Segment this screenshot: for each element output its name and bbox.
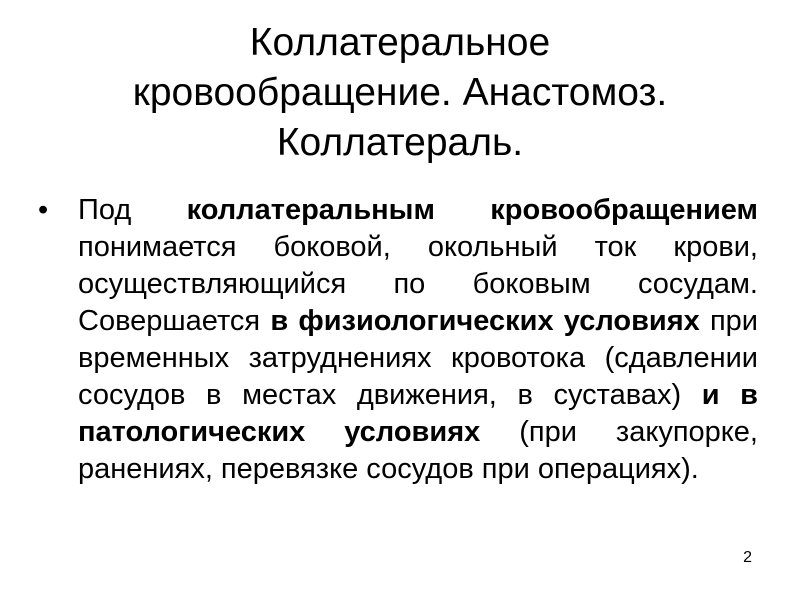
bullet-segment-6-bold: и в патологических условиях [78,379,758,448]
bullet-segment-5: при временных затруднениях кровотока (сдавлении сосудов в местах движения, в суставах) [78,305,758,411]
bullet-list [38,192,758,488]
bullet-segment-4-bold: в физиологических условиях [270,305,700,337]
slide-number: 2 [743,549,752,566]
slide-title [60,18,740,168]
title-line-1: Коллатеральное [249,21,551,64]
title-line-3: Коллатераль. [276,121,524,164]
bullet-segment-7: (при закупорке, ранениях, перевязке сосудов при операциях). [78,416,758,485]
bullet-text [78,194,758,485]
bullet-item [38,192,758,488]
bullet-segment-3: понимается боковой, окольный ток крови, осуществляющийся по боковым сосудам. Совершается [78,231,758,337]
bullet-dot-icon: • [38,194,49,226]
bullet-segment-1: Под [78,194,187,226]
title-line-2: кровообращение. Анастомоз. [132,71,668,114]
bullet-segment-2-bold: коллатеральным кровообращением [186,194,758,226]
